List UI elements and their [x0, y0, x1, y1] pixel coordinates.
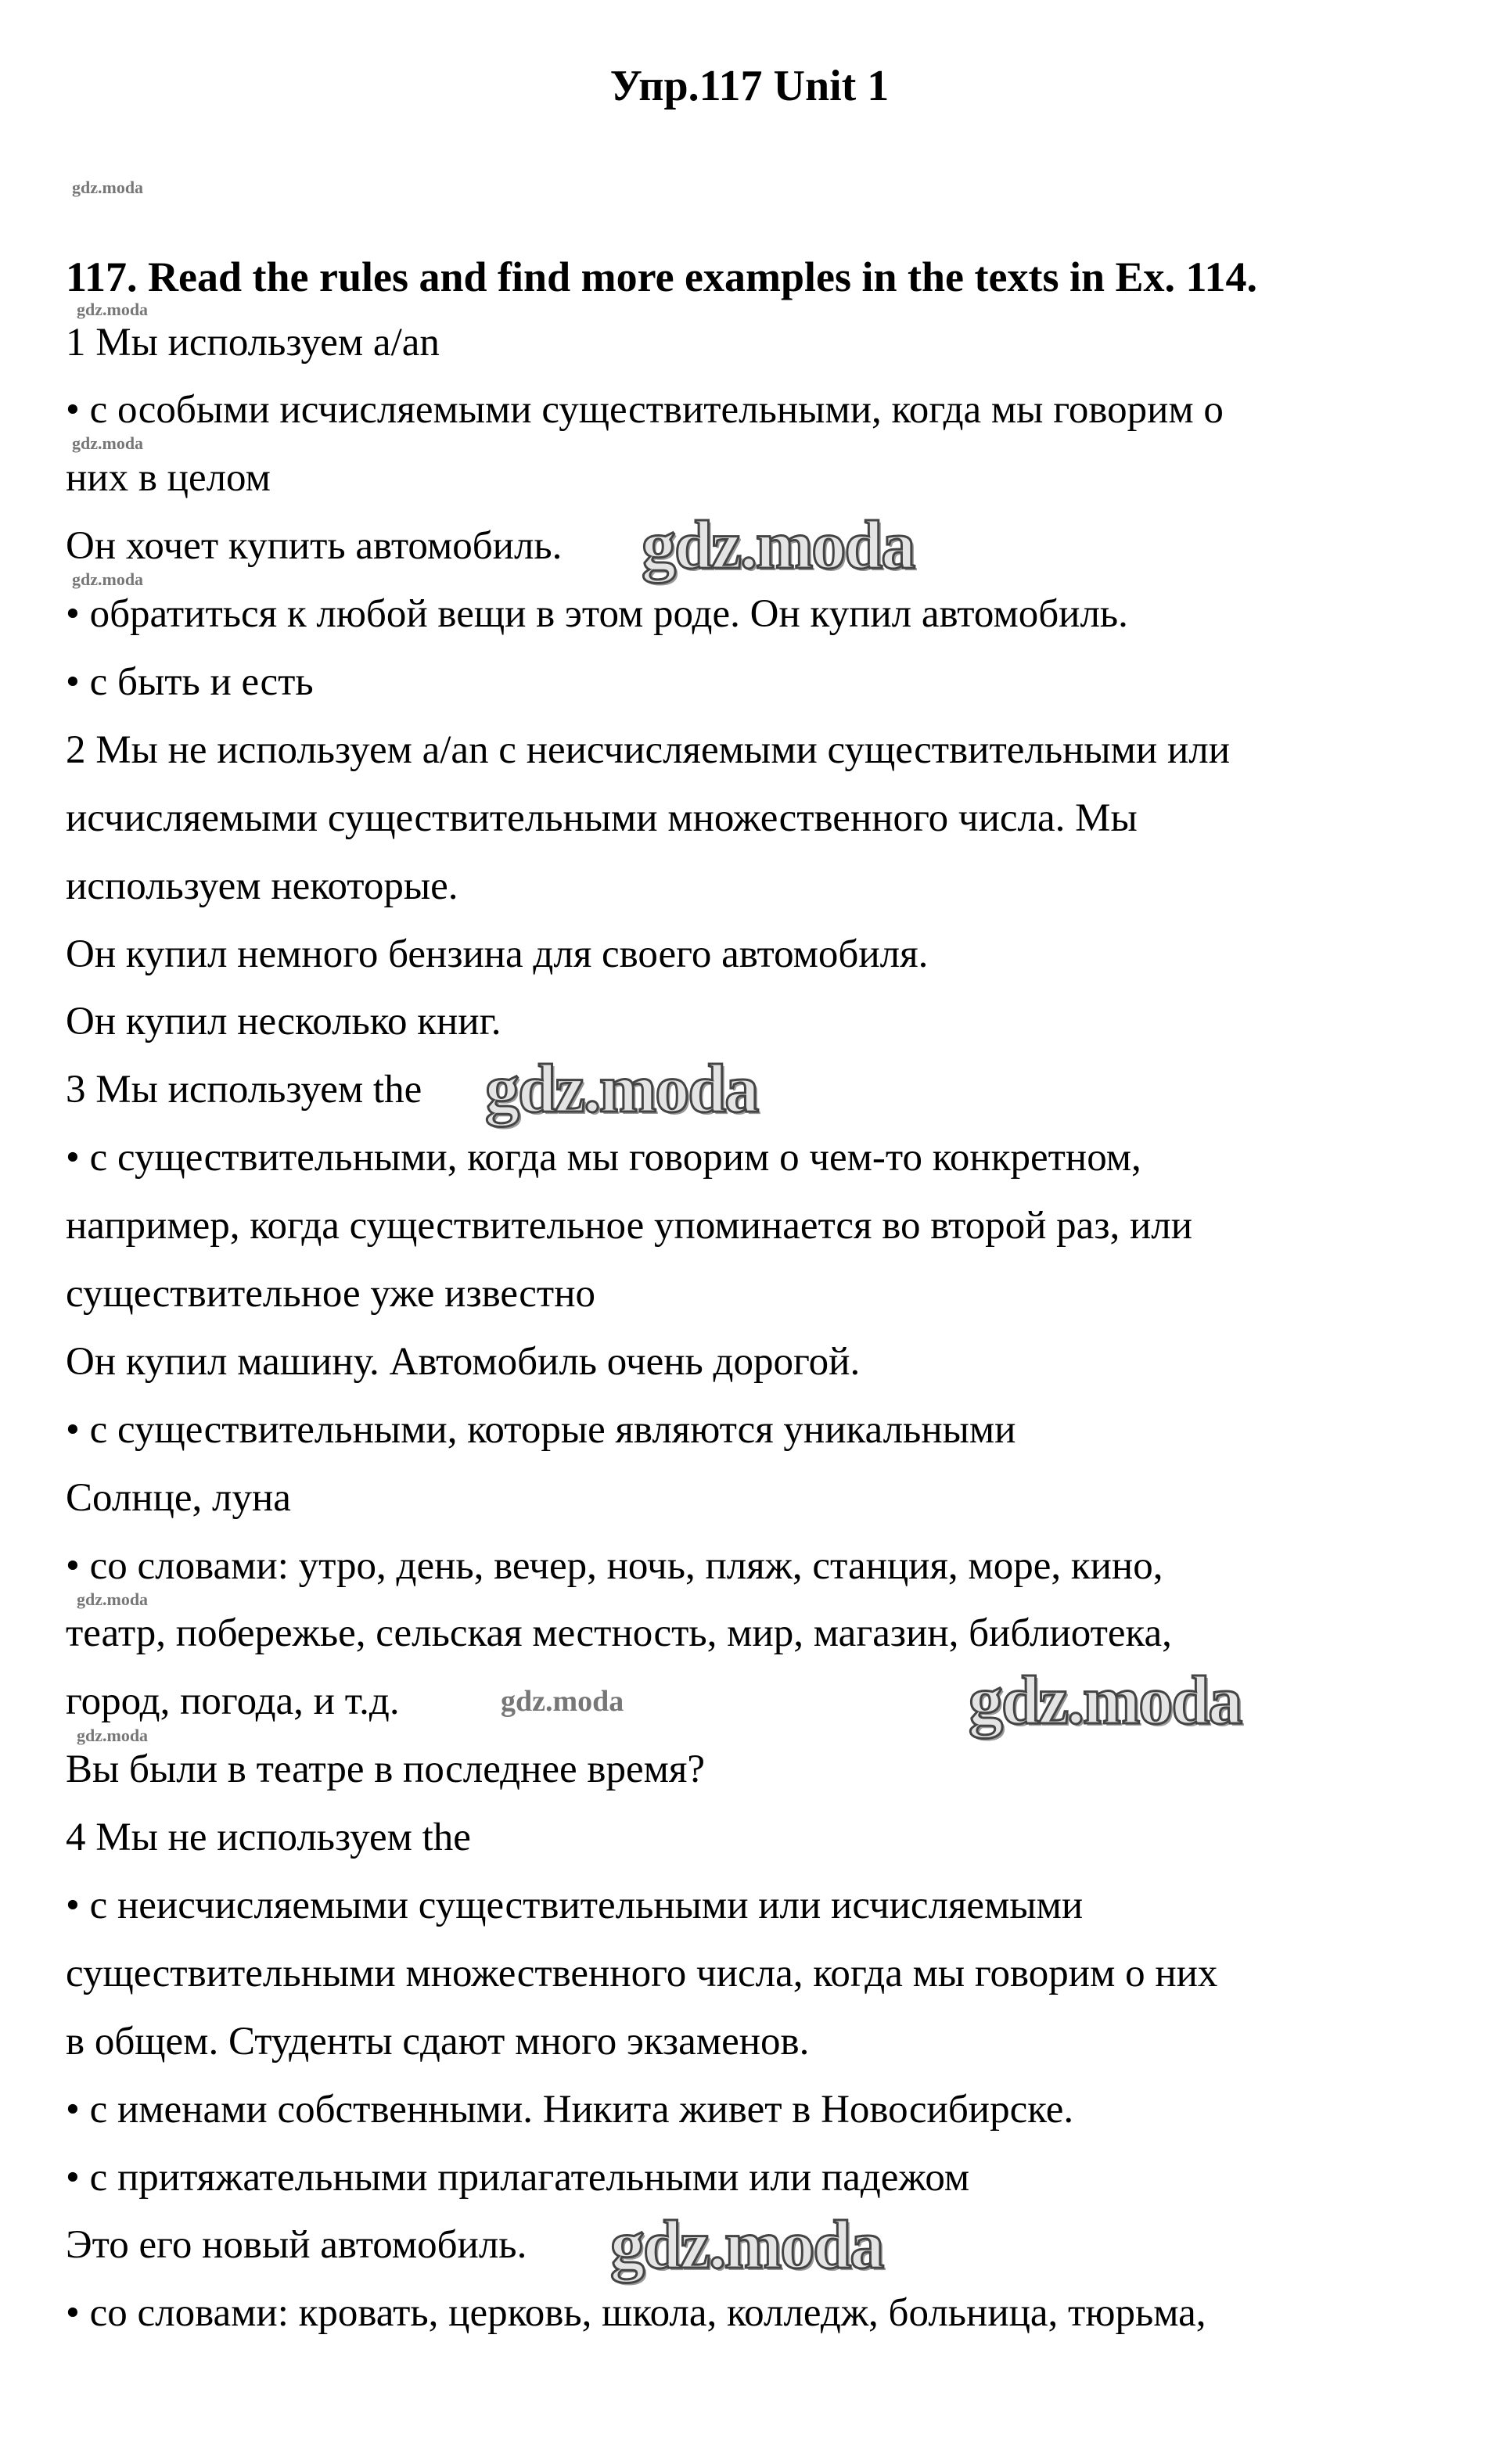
- text-line: • со словами: кровать, церковь, школа, колледж, больница, тюрьма,: [66, 2291, 1206, 2336]
- text-line: 3 Мы используем the: [66, 1068, 422, 1112]
- text-line: Это его новый автомобиль.: [66, 2223, 527, 2268]
- text-line: 4 Мы не используем the: [66, 1816, 471, 1860]
- text-line: • обратиться к любой вещи в этом роде. Он купил автомобиль.: [66, 592, 1128, 637]
- watermark-small: gdz.moda: [501, 1685, 624, 1718]
- text-line: • со словами: утро, день, вечер, ночь, пляж, станция, море, кино,: [66, 1543, 1163, 1588]
- watermark-large: gdz.moda: [485, 1051, 758, 1127]
- text-line: существительное уже известно: [66, 1271, 595, 1316]
- watermark-small: gdz.moda: [77, 300, 149, 319]
- text-line: Он купил несколько книг.: [66, 1000, 501, 1044]
- text-line: театр, побережье, сельская местность, мир, магазин, библиотека,: [66, 1611, 1172, 1656]
- text-line: • с существительными, когда мы говорим о чем-то конкретном,: [66, 1136, 1141, 1180]
- text-line: • с существительными, которые являются уникальными: [66, 1407, 1016, 1452]
- exercise-heading: 117. Read the rules and find more examples in the texts in Ex. 114.: [66, 253, 1258, 300]
- text-line: существительными множественного числа, когда мы говорим о них: [66, 1951, 1218, 1995]
- page-title: Упр.117 Unit 1: [609, 62, 890, 110]
- text-line: например, когда существительное упоминается во второй раз, или: [66, 1204, 1193, 1248]
- watermark-large: gdz.moda: [642, 508, 915, 584]
- text-line: исчисляемыми существительными множественного числа. Мы: [66, 796, 1138, 840]
- text-line: Он купил немного бензина для своего автомобиля.: [66, 932, 929, 976]
- watermark-large: gdz.moda: [610, 2207, 883, 2283]
- text-line: • с особыми исчисляемыми существительными, когда мы говорим о: [66, 388, 1224, 433]
- text-line: Вы были в театре в последнее время?: [66, 1747, 706, 1792]
- text-line: в общем. Студенты сдают много экзаменов.: [66, 2019, 810, 2064]
- text-line: • с притяжательными прилагательными или падежом: [66, 2155, 970, 2200]
- text-line: город, погода, и т.д.: [66, 1679, 400, 1724]
- exercise-body: [66, 319, 1230, 2358]
- watermark-small: gdz.moda: [72, 178, 144, 197]
- watermark-small: gdz.moda: [72, 569, 144, 589]
- text-line: 2 Мы не используем a/an с неисчисляемыми существительными или: [66, 727, 1230, 772]
- text-line: Он купил машину. Автомобиль очень дорогой.: [66, 1339, 861, 1384]
- text-line: Солнце, луна: [66, 1475, 291, 1520]
- watermark-small: gdz.moda: [72, 433, 144, 453]
- text-line: • с быть и есть: [66, 659, 314, 704]
- text-line: • с неисчисляемыми существительными или исчисляемыми: [66, 1883, 1084, 1927]
- text-line: 1 Мы используем a/an: [66, 320, 440, 365]
- text-line: • с именами собственными. Никита живет в Новосибирске.: [66, 2087, 1074, 2132]
- watermark-small: gdz.moda: [77, 1726, 149, 1745]
- text-line: них в целом: [66, 456, 271, 501]
- text-line: Он хочет купить автомобиль.: [66, 524, 563, 569]
- text-line: используем некоторые.: [66, 864, 458, 908]
- watermark-small: gdz.moda: [77, 1589, 149, 1609]
- watermark-large: gdz.moda: [969, 1663, 1242, 1739]
